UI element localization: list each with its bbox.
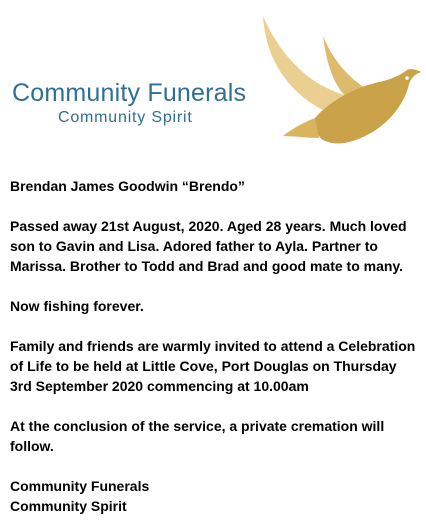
brand-tagline: Community Spirit — [58, 109, 193, 126]
dove-icon — [255, 14, 425, 154]
header — [0, 0, 426, 160]
invitation-paragraph: Family and friends are warmly invited to attend a Celebration of Life to be held at Little Cove, Port Douglas on Thursday 3rd September 2020 commencing at 10.00am — [10, 338, 416, 394]
signoff-line-1: Community Funerals — [10, 478, 150, 494]
cremation-paragraph: At the conclusion of the service, a private cremation will follow. — [10, 418, 385, 454]
brand-name: Community Funerals — [12, 79, 247, 107]
deceased-name: Brendan James Goodwin “Brendo” — [10, 178, 245, 194]
passing-paragraph: Passed away 21st August, 2020. Aged 28 years. Much loved son to Gavin and Lisa. Adored father to Ayla. Partner to Marissa. Brother to Todd and Brad and good mate to many. — [10, 218, 407, 274]
death-notice — [10, 176, 420, 516]
fishing-paragraph: Now fishing forever. — [10, 298, 144, 314]
signoff-line-2: Community Spirit — [10, 498, 127, 514]
